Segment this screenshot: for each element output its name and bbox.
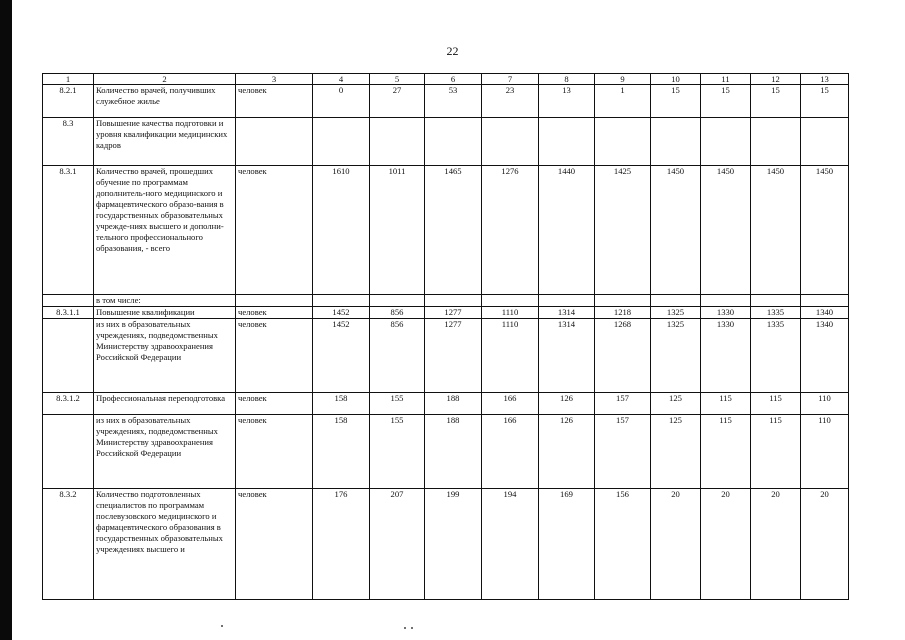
value-cell: 1325 <box>651 319 701 393</box>
value-cell: 156 <box>595 489 651 600</box>
table-row <box>43 166 849 295</box>
value-cell: 15 <box>651 85 701 118</box>
value-cell: 188 <box>425 415 482 489</box>
value-cell: 115 <box>751 393 801 415</box>
indicator-name-cell: Количество врачей, получивших служебное жилье <box>94 85 236 118</box>
unit-cell: человек <box>236 415 313 489</box>
value-cell <box>482 118 539 166</box>
value-cell: 157 <box>595 393 651 415</box>
value-cell <box>313 295 370 307</box>
row-code-cell: 8.3.2 <box>43 489 94 600</box>
indicator-name-cell: из них в образовательных учреждениях, подведомственных Министерству здравоохранения Российской Федерации <box>94 415 236 489</box>
value-cell: 1450 <box>751 166 801 295</box>
indicator-name-cell: Повышение квалификации <box>94 307 236 319</box>
value-cell: 1450 <box>701 166 751 295</box>
value-cell: 115 <box>701 415 751 489</box>
value-cell: 23 <box>482 85 539 118</box>
column-number-cell: 10 <box>651 74 701 85</box>
scan-speck <box>404 627 406 629</box>
value-cell <box>539 295 595 307</box>
value-cell: 1 <box>595 85 651 118</box>
column-number-cell: 6 <box>425 74 482 85</box>
value-cell: 20 <box>801 489 849 600</box>
value-cell: 1276 <box>482 166 539 295</box>
value-cell: 125 <box>651 393 701 415</box>
value-cell: 1450 <box>801 166 849 295</box>
value-cell: 126 <box>539 415 595 489</box>
scan-speck <box>411 627 413 629</box>
value-cell <box>801 118 849 166</box>
value-cell: 20 <box>751 489 801 600</box>
unit-cell: человек <box>236 319 313 393</box>
table-row <box>43 307 849 319</box>
column-number-cell: 5 <box>370 74 425 85</box>
value-cell: 110 <box>801 393 849 415</box>
row-code-cell <box>43 319 94 393</box>
column-number-cell: 13 <box>801 74 849 85</box>
value-cell: 169 <box>539 489 595 600</box>
indicator-name-cell: Профессиональная переподготовка <box>94 393 236 415</box>
value-cell: 1330 <box>701 319 751 393</box>
value-cell <box>425 118 482 166</box>
column-number-row <box>43 74 849 85</box>
value-cell: 856 <box>370 307 425 319</box>
value-cell <box>701 295 751 307</box>
value-cell: 155 <box>370 393 425 415</box>
column-number-cell: 7 <box>482 74 539 85</box>
value-cell: 15 <box>751 85 801 118</box>
value-cell: 207 <box>370 489 425 600</box>
value-cell <box>751 295 801 307</box>
row-code-cell <box>43 415 94 489</box>
scan-edge <box>0 0 12 640</box>
value-cell: 126 <box>539 393 595 415</box>
table-row <box>43 415 849 489</box>
scan-speck <box>221 625 223 627</box>
value-cell: 1314 <box>539 319 595 393</box>
value-cell: 1011 <box>370 166 425 295</box>
value-cell <box>651 118 701 166</box>
value-cell: 20 <box>651 489 701 600</box>
page-number: 22 <box>446 44 459 58</box>
unit-cell <box>236 118 313 166</box>
value-cell: 1330 <box>701 307 751 319</box>
value-cell: 1340 <box>801 307 849 319</box>
value-cell <box>425 295 482 307</box>
column-number-cell: 3 <box>236 74 313 85</box>
column-number-cell: 11 <box>701 74 751 85</box>
value-cell: 199 <box>425 489 482 600</box>
value-cell: 157 <box>595 415 651 489</box>
value-cell: 0 <box>313 85 370 118</box>
value-cell: 1440 <box>539 166 595 295</box>
value-cell: 20 <box>701 489 751 600</box>
value-cell: 1452 <box>313 319 370 393</box>
value-cell: 856 <box>370 319 425 393</box>
value-cell: 53 <box>425 85 482 118</box>
column-number-cell: 8 <box>539 74 595 85</box>
column-number-cell: 4 <box>313 74 370 85</box>
value-cell: 1610 <box>313 166 370 295</box>
value-cell: 27 <box>370 85 425 118</box>
value-cell: 110 <box>801 415 849 489</box>
value-cell: 1335 <box>751 307 801 319</box>
value-cell: 125 <box>651 415 701 489</box>
value-cell: 15 <box>701 85 751 118</box>
value-cell: 176 <box>313 489 370 600</box>
table-row <box>43 319 849 393</box>
unit-cell: человек <box>236 166 313 295</box>
table-row <box>43 118 849 166</box>
value-cell <box>651 295 701 307</box>
row-code-cell: 8.3.1.1 <box>43 307 94 319</box>
value-cell: 1268 <box>595 319 651 393</box>
value-cell: 1450 <box>651 166 701 295</box>
column-number-cell: 1 <box>43 74 94 85</box>
value-cell: 188 <box>425 393 482 415</box>
value-cell: 166 <box>482 393 539 415</box>
value-cell <box>482 295 539 307</box>
statistics-table <box>42 73 849 600</box>
value-cell: 194 <box>482 489 539 600</box>
unit-cell: человек <box>236 85 313 118</box>
value-cell <box>313 118 370 166</box>
value-cell <box>751 118 801 166</box>
value-cell: 1277 <box>425 319 482 393</box>
value-cell: 1335 <box>751 319 801 393</box>
value-cell <box>370 118 425 166</box>
value-cell: 155 <box>370 415 425 489</box>
column-number-cell: 2 <box>94 74 236 85</box>
row-code-cell: 8.3.1.2 <box>43 393 94 415</box>
row-code-cell <box>43 295 94 307</box>
value-cell: 1277 <box>425 307 482 319</box>
value-cell <box>701 118 751 166</box>
value-cell: 13 <box>539 85 595 118</box>
value-cell: 115 <box>751 415 801 489</box>
value-cell: 1425 <box>595 166 651 295</box>
indicator-name-cell: в том числе: <box>94 295 236 307</box>
value-cell <box>370 295 425 307</box>
unit-cell: человек <box>236 307 313 319</box>
value-cell: 158 <box>313 415 370 489</box>
indicator-name-cell: Количество врачей, прошедших обучение по программам дополнитель-ного медицинского и фармацевтического образо-вания в государственных образовательных учрежде-ниях высшего и дополни-тельного профессионального образования, - всего <box>94 166 236 295</box>
value-cell <box>539 118 595 166</box>
row-code-cell: 8.3 <box>43 118 94 166</box>
column-number-cell: 9 <box>595 74 651 85</box>
indicator-name-cell: Количество подготовленных специалистов по программам послевузовского медицинского и фармацевтического образования в государственных образовательных учреждениях высшего и <box>94 489 236 600</box>
unit-cell <box>236 295 313 307</box>
table-row <box>43 489 849 600</box>
value-cell: 1110 <box>482 319 539 393</box>
unit-cell: человек <box>236 489 313 600</box>
row-code-cell: 8.2.1 <box>43 85 94 118</box>
value-cell: 158 <box>313 393 370 415</box>
value-cell: 115 <box>701 393 751 415</box>
row-code-cell: 8.3.1 <box>43 166 94 295</box>
table-row <box>43 85 849 118</box>
column-number-cell: 12 <box>751 74 801 85</box>
value-cell: 166 <box>482 415 539 489</box>
value-cell: 15 <box>801 85 849 118</box>
unit-cell: человек <box>236 393 313 415</box>
value-cell: 1218 <box>595 307 651 319</box>
table-row <box>43 393 849 415</box>
value-cell <box>801 295 849 307</box>
value-cell <box>595 295 651 307</box>
table-row <box>43 295 849 307</box>
value-cell: 1110 <box>482 307 539 319</box>
value-cell: 1325 <box>651 307 701 319</box>
value-cell: 1314 <box>539 307 595 319</box>
value-cell <box>595 118 651 166</box>
indicator-name-cell: из них в образовательных учреждениях, подведомственных Министерству здравоохранения Российской Федерации <box>94 319 236 393</box>
indicator-name-cell: Повышение качества подготовки и уровня квалификации медицинских кадров <box>94 118 236 166</box>
value-cell: 1465 <box>425 166 482 295</box>
value-cell: 1340 <box>801 319 849 393</box>
value-cell: 1452 <box>313 307 370 319</box>
